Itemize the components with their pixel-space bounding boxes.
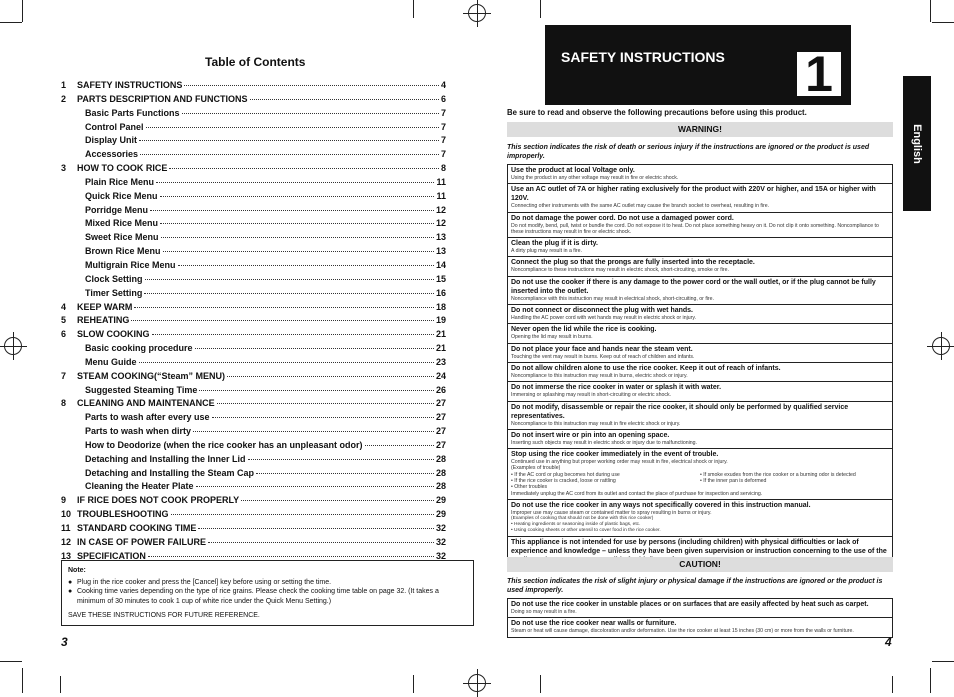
toc-number: 10 xyxy=(61,509,72,520)
toc-row[interactable] xyxy=(61,246,446,260)
toc-entry-title: Multigrain Rice Menu xyxy=(85,259,176,270)
warning-item-title: Do not connect or disconnect the plug with wet hands. xyxy=(511,307,694,315)
toc-page-number: 21 xyxy=(435,343,446,354)
toc-row[interactable] xyxy=(61,94,446,108)
toc-leader-dots xyxy=(199,390,434,391)
toc-row[interactable] xyxy=(61,426,446,440)
warning-item xyxy=(507,402,893,430)
toc-entry-title: HOW TO COOK RICE xyxy=(77,163,168,174)
toc-page-number: 32 xyxy=(435,550,446,561)
toc-leader-dots xyxy=(178,265,434,266)
toc-entry-title: Detaching and Installing the Inner Lid xyxy=(85,453,246,464)
toc-leader-dots xyxy=(250,99,439,100)
bullet-icon: ● xyxy=(68,588,73,595)
toc-page-number: 27 xyxy=(435,412,446,423)
warning-item xyxy=(507,257,893,276)
warning-item-body: Immersing or splashing may result in short-circuiting or electric shock. xyxy=(511,392,672,399)
toc-number: 1 xyxy=(61,80,67,90)
toc-entry-title: Brown Rice Menu xyxy=(85,246,161,257)
toc-leader-dots xyxy=(365,445,434,446)
toc-entry-title: Cleaning the Heater Plate xyxy=(85,481,194,492)
toc-row[interactable] xyxy=(61,398,446,412)
toc-leader-dots xyxy=(171,514,434,515)
toc-row[interactable] xyxy=(61,288,446,302)
toc-page-number: 12 xyxy=(435,204,446,215)
toc-row[interactable] xyxy=(61,343,446,357)
toc-row[interactable] xyxy=(61,205,446,219)
toc-row[interactable] xyxy=(61,412,446,426)
toc-row[interactable] xyxy=(61,357,446,371)
toc-entry-title: STEAM COOKING(“Steam” MENU) xyxy=(77,370,226,381)
toc-entry-title: Detaching and Installing the Steam Cap xyxy=(85,467,255,478)
toc-leader-dots xyxy=(152,334,434,335)
warning-item xyxy=(507,165,893,184)
toc-leader-dots xyxy=(256,473,434,474)
toc-leader-dots xyxy=(163,251,434,252)
warning-item-title: Do not insert wire or pin into an opening space. xyxy=(511,431,670,439)
toc-row[interactable] xyxy=(61,232,446,246)
warning-item-body: Noncompliance to this instruction may result in burns, electric shock or injury. xyxy=(511,372,688,379)
warning-item xyxy=(507,213,893,239)
toc-page-number: 11 xyxy=(436,176,446,187)
toc-leader-dots xyxy=(156,182,434,183)
warning-item-body: Touching the vent may result in burns. Keep out of reach of children and infants. xyxy=(511,353,695,360)
intro-text: Be sure to read and observe the following precautions before using this product. xyxy=(507,108,807,117)
toc-leader-dots xyxy=(140,154,439,155)
save-instructions-text: SAVE THESE INSTRUCTIONS FOR FUTURE REFERENCE. xyxy=(68,612,260,619)
note-title: Note: xyxy=(68,567,86,574)
toc-entry-title: Accessories xyxy=(85,149,139,160)
warning-item-body: Noncompliance with this instruction may result in electrical shock, short-circuiting, or fire. xyxy=(511,295,714,302)
toc-entry-title: Timer Setting xyxy=(85,287,143,298)
toc-page-number: 28 xyxy=(435,481,446,492)
warning-item-title: Clean the plug if it is dirty. xyxy=(511,240,598,248)
language-tab: English xyxy=(903,76,931,211)
warning-item-manual-use: Do not use the rice cooker in any ways not specifically covered in this instruction manual. Improper use may cause steam or contained matter to spray resulting in burns or injury. (Examples of cooking that should not be done with this rice cooker) • Heating ingredients or seasoning inside of plastic bags, etc. • Using cooking sheets or other utensil to cover food in the rice cooker. xyxy=(507,500,893,537)
chapter-number: 1 xyxy=(797,52,841,96)
toc-number: 12 xyxy=(61,536,72,547)
toc-row[interactable] xyxy=(61,509,446,523)
toc-leader-dots xyxy=(212,417,434,418)
toc-leader-dots xyxy=(227,376,434,377)
warning-item xyxy=(507,238,893,257)
toc-page-number: 21 xyxy=(435,329,446,340)
toc-entry-title: How to Deodorize (when the rice cooker has an unpleasant odor) xyxy=(85,439,363,450)
toc-leader-dots xyxy=(144,293,434,294)
toc-entry-title: IF RICE DOES NOT COOK PROPERLY xyxy=(77,495,240,506)
toc-row[interactable] xyxy=(61,495,446,509)
warning-item-title: Do not allow children alone to use the rice cooker. Keep it out of reach of infants. xyxy=(511,364,781,372)
toc-number: 4 xyxy=(61,301,67,312)
registration-mark-bottom xyxy=(468,674,486,692)
toc-page-number: 19 xyxy=(435,315,446,326)
warning-item xyxy=(507,305,893,324)
caution-items xyxy=(507,599,893,638)
warning-item-body: Handling the AC power cord with wet hands may result in electric shock or injury. xyxy=(511,315,697,322)
toc-leader-dots xyxy=(139,362,434,363)
toc-row[interactable] xyxy=(61,163,446,177)
caution-description: This section indicates the risk of slight injury or physical damage if the instructions are ignored or the product is used improperly. xyxy=(507,578,883,594)
toc-row[interactable] xyxy=(61,177,446,191)
registration-mark-right xyxy=(932,337,950,355)
toc-page-number: 7 xyxy=(440,149,446,160)
toc-row[interactable] xyxy=(61,80,446,94)
toc-entry-title: CLEANING AND MAINTENANCE xyxy=(77,398,215,409)
toc-row[interactable] xyxy=(61,135,446,149)
warning-item-stop-using: Stop using the rice cooker immediately in the event of trouble. Continued use in anything but proper working order may result in fire, electrical shock or injury. (Examples of trouble) • If the AC cord or plug becomes hot during use • If the rice cooker is cracked, loose or rattling • Other troubles • If smoke exudes from the rice cooker or a burning odor is detected • If the inner pan is deformed Immediately unplug the AC cord from its outlet and contact the place of purchase for inspection and servicing. xyxy=(507,449,893,500)
toc-page-number: 11 xyxy=(436,190,446,201)
toc-page-number: 13 xyxy=(435,232,446,243)
toc-number: 7 xyxy=(61,370,67,381)
toc-number: 3 xyxy=(61,163,67,174)
toc-page-number: 18 xyxy=(435,301,446,312)
warning-description: This section indicates the risk of death or serious injury if the instructions are ignored or the product is used improperly. xyxy=(507,144,870,160)
warning-band: WARNING! xyxy=(507,122,893,137)
toc-leader-dots xyxy=(182,113,439,114)
toc-page-number: 6 xyxy=(440,93,446,104)
toc-row[interactable] xyxy=(61,440,446,454)
warning-item-body: Using the product in any other voltage may result in fire or electric shock. xyxy=(511,175,679,181)
warning-item-title: Do not modify, disassemble or repair the rice cooker, it should only be performed by qualified service representatives. xyxy=(511,403,849,420)
warning-item xyxy=(507,382,893,401)
toc-number: 6 xyxy=(61,329,67,340)
toc-leader-dots xyxy=(134,307,434,308)
toc-row[interactable] xyxy=(61,122,446,136)
warning-item xyxy=(507,344,893,363)
toc-leader-dots xyxy=(146,127,439,128)
caution-item-body: Doing so may result in a fire. xyxy=(511,609,577,615)
caution-item xyxy=(507,599,893,618)
toc-row[interactable] xyxy=(61,302,446,316)
note-bullet: ● Plug in the rice cooker and press the [Cancel] key before using or setting the time. xyxy=(68,578,332,586)
warning-item-body: Do not modify, bend, pull, twist or bundle the cord. Do not expose it to heat. Do not place something heavy on it. Do not clip it onto something. Noncompliance to these instructions may result in fire or electric shock. xyxy=(511,222,879,235)
registration-mark-left xyxy=(4,337,22,355)
warning-item-title: Do not damage the power cord. Do not use a damaged power cord. xyxy=(511,214,734,222)
warning-items xyxy=(507,165,893,449)
warning-item-title: Do not use the cooker if there is any damage to the power cord or the wall outlet, or if the plug cannot be fully inserted into the outlet. xyxy=(511,278,876,295)
toc-entry-title: SAFETY INSTRUCTIONS xyxy=(77,80,183,90)
warning-item xyxy=(507,184,893,212)
toc-row[interactable] xyxy=(61,315,446,329)
toc-row[interactable] xyxy=(61,468,446,482)
toc-row[interactable] xyxy=(61,218,446,232)
caution-item-title: Do not use the rice cooker near walls or furniture. xyxy=(511,620,677,628)
toc-page-number: 12 xyxy=(435,218,446,229)
toc-entry-title: SPECIFICATION xyxy=(77,550,146,561)
toc-row[interactable] xyxy=(61,371,446,385)
toc-page-number: 26 xyxy=(435,384,446,395)
toc-leader-dots xyxy=(196,486,434,487)
caution-item-title: Do not use the rice cooker in unstable places or on surfaces that are easily affected by heat such as carpet. xyxy=(511,601,869,608)
toc-page-number: 29 xyxy=(435,509,446,520)
toc-page-number: 7 xyxy=(440,121,446,132)
warning-item-title: Use the product at local Voltage only. xyxy=(511,167,635,174)
safety-header-title: SAFETY INSTRUCTIONS xyxy=(561,49,725,65)
toc-page-number: 32 xyxy=(435,523,446,533)
toc-leader-dots xyxy=(169,168,439,169)
toc-page-number: 27 xyxy=(435,398,446,409)
toc-page-number: 7 xyxy=(440,107,446,118)
warning-item-title: Use an AC outlet of 7A or higher rating exclusively for the product with 220V or higher, and 15A or higher with 120V. xyxy=(511,186,876,203)
toc-number: 13 xyxy=(61,550,72,561)
bullet-icon: ● xyxy=(68,578,73,586)
warning-item-body: Inserting such objects may result in electric shock or injury due to malfunctioning. xyxy=(511,439,697,446)
toc-page-number: 24 xyxy=(435,370,446,381)
page-number-left: 3 xyxy=(61,635,68,649)
toc-page-number: 32 xyxy=(435,536,446,547)
toc-entry-title: REHEATING xyxy=(77,315,130,326)
toc-leader-dots xyxy=(148,556,434,557)
toc-page-number: 13 xyxy=(435,246,446,257)
toc-entry-title: Suggested Steaming Time xyxy=(85,384,198,395)
warning-item xyxy=(507,277,893,305)
caution-list xyxy=(507,598,893,638)
toc-page-number: 29 xyxy=(435,495,446,506)
warning-item-body: Noncompliance to these instructions may result in electric shock, short-circuiting, smoke or fire. xyxy=(511,267,729,274)
toc-page-number: 28 xyxy=(435,453,446,464)
toc-leader-dots xyxy=(160,223,434,224)
toc-leader-dots xyxy=(198,528,434,529)
toc-row[interactable] xyxy=(61,481,446,495)
toc-leader-dots xyxy=(131,320,434,321)
toc-entry-title: Parts to wash when dirty xyxy=(85,426,192,437)
toc-entry-title: IN CASE OF POWER FAILURE xyxy=(77,536,207,547)
toc-page-number: 7 xyxy=(440,135,446,146)
toc-leader-dots xyxy=(217,403,434,404)
toc-entry-title: Basic cooking procedure xyxy=(85,343,193,354)
toc-leader-dots xyxy=(139,140,439,141)
toc-page-number: 27 xyxy=(435,426,446,437)
toc-page-number: 15 xyxy=(435,273,446,284)
toc-leader-dots xyxy=(193,431,434,432)
toc-entry-title: Display Unit xyxy=(85,135,138,146)
caution-band: CAUTION! xyxy=(507,557,893,572)
toc-leader-dots xyxy=(208,542,434,543)
note-bullet: ● Cooking time varies depending on the type of rice grains. Please check the cooking time table on page 32. (It takes a minimum of 30 minutes to cook 1 cup of white rice under the Quick Menu Setting.) xyxy=(68,588,439,605)
toc-leader-dots xyxy=(248,459,434,460)
toc-page-number: 4 xyxy=(440,80,446,90)
toc-page-number: 28 xyxy=(435,467,446,478)
toc-entry-title: Quick Rice Menu xyxy=(85,190,158,201)
toc-number: 9 xyxy=(61,495,67,506)
trouble-examples: • If the AC cord or plug becomes hot during use • If the rice cooker is cracked, loose or rattling • Other troubles • If smoke exudes from the rice cooker or a burning odor is detected • If the inner pan is deformed xyxy=(511,471,856,491)
toc-entry-title: KEEP WARM xyxy=(77,301,133,312)
toc-entry-title: Basic Parts Functions xyxy=(85,107,180,118)
toc-entry-title: STANDARD COOKING TIME xyxy=(77,523,197,533)
toc-row[interactable] xyxy=(61,108,446,122)
warning-item xyxy=(507,430,893,449)
toc-entry-title: Porridge Menu xyxy=(85,204,149,215)
toc-entry-title: PARTS DESCRIPTION AND FUNCTIONS xyxy=(77,93,248,104)
caution-item xyxy=(507,618,893,637)
toc-row[interactable] xyxy=(61,537,446,551)
toc-entry-title: Clock Setting xyxy=(85,273,143,284)
toc-leader-dots xyxy=(160,196,435,197)
toc-row[interactable] xyxy=(61,191,446,205)
table-of-contents xyxy=(61,80,446,565)
toc-page-number: 27 xyxy=(435,439,446,450)
toc-entry-title: Mixed Rice Menu xyxy=(85,218,159,229)
toc-entry-title: Menu Guide xyxy=(85,356,137,367)
toc-entry-title: Control Panel xyxy=(85,121,144,132)
toc-title: Table of Contents xyxy=(205,55,306,69)
toc-row[interactable] xyxy=(61,385,446,399)
toc-row[interactable] xyxy=(61,523,446,537)
warning-item-title: Do not immerse the rice cooker in water or splash it with water. xyxy=(511,384,722,392)
warning-item-body: A dirty plug may result in a fire. xyxy=(511,248,582,255)
toc-row[interactable] xyxy=(61,260,446,274)
warning-list xyxy=(507,164,893,568)
toc-number: 8 xyxy=(61,398,67,409)
toc-row[interactable] xyxy=(61,149,446,163)
toc-page-number: 16 xyxy=(435,287,446,298)
warning-item-title: Do not place your face and hands near the steam vent. xyxy=(511,345,693,353)
toc-leader-dots xyxy=(184,85,439,86)
warning-item-body: Connecting other instruments with the same AC outlet may cause the branch socket to overheat, resulting in fire. xyxy=(511,203,770,210)
warning-item-body: Noncompliance to this instruction may result in fire electric shock or injury. xyxy=(511,420,681,427)
toc-entry-title: Sweet Rice Menu xyxy=(85,232,159,243)
warning-item xyxy=(507,324,893,343)
toc-leader-dots xyxy=(195,348,434,349)
warning-item-title: Connect the plug so that the prongs are fully inserted into the receptacle. xyxy=(511,259,755,267)
warning-item-title: Never open the lid while the rice is cooking. xyxy=(511,326,657,334)
toc-entry-title: SLOW COOKING xyxy=(77,329,150,340)
toc-row[interactable] xyxy=(61,274,446,288)
toc-leader-dots xyxy=(241,500,434,501)
toc-number: 2 xyxy=(61,93,67,104)
toc-entry-title: TROUBLESHOOTING xyxy=(77,509,169,520)
toc-row[interactable] xyxy=(61,329,446,343)
registration-mark-top xyxy=(468,4,486,22)
warning-item-body: Opening the lid may result in burns. xyxy=(511,334,593,341)
toc-page-number: 14 xyxy=(435,259,446,270)
toc-page-number: 8 xyxy=(440,163,446,174)
page-number-right: 4 xyxy=(885,635,892,649)
warning-item xyxy=(507,363,893,382)
toc-row[interactable] xyxy=(61,454,446,468)
toc-entry-title: Parts to wash after every use xyxy=(85,412,210,423)
toc-entry-title: Plain Rice Menu xyxy=(85,176,155,187)
toc-leader-dots xyxy=(161,237,434,238)
appliance-notice: This appliance is not intended for use by persons (including children) with physical difficulties or lack of experience and knowledge – unless they have been given supervision or instruction concerning to the use of the xyxy=(507,537,893,568)
toc-leader-dots xyxy=(145,279,434,280)
note-box xyxy=(61,560,474,626)
caution-item-body: Steam or heat will cause damage, discoloration and/or deformation. Use the rice cooker at least 15 inches (30 cm) or more from the walls or furniture. xyxy=(511,628,854,635)
toc-number: 5 xyxy=(61,315,67,326)
toc-page-number: 23 xyxy=(435,356,446,367)
toc-number: 11 xyxy=(61,523,71,533)
toc-leader-dots xyxy=(150,210,434,211)
